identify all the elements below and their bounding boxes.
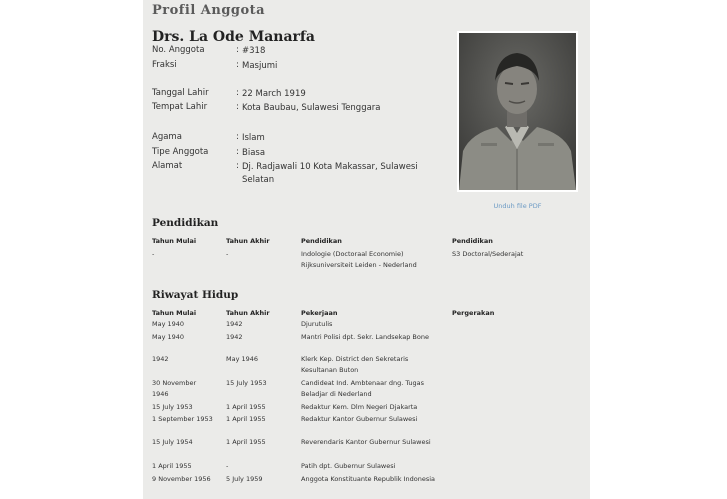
cell-tahun-mulai: 1942: [152, 355, 169, 363]
cell-tahun-mulai: 30 November 1946: [152, 379, 197, 398]
cell-pekerjaan: Reverendaris Kantor Gubernur Sulawesi: [301, 438, 431, 446]
cell-tahun-akhir: 1 April 1955: [226, 403, 266, 411]
section-title-riwayat-hidup: Riwayat Hidup: [152, 289, 239, 301]
cell-tahun-mulai: May 1940: [152, 320, 185, 328]
download-pdf-link[interactable]: Unduh file PDF: [493, 202, 542, 210]
info-label: No. Anggota: [152, 45, 205, 55]
cell-tahun-mulai: 9 November 1956: [152, 475, 211, 483]
info-separator: :: [236, 161, 239, 171]
cell-tahun-mulai: 15 July 1953: [152, 403, 193, 411]
cell-pekerjaan: Candideat Ind. Ambtenaar dng. Tugas Beladjar di Nederland: [301, 379, 424, 398]
page-heading: Profil Anggota: [152, 3, 266, 18]
section-title-pendidikan: Pendidikan: [152, 217, 219, 229]
cell-tahun-akhir: -: [226, 250, 229, 258]
info-separator: :: [236, 60, 239, 70]
cell-tahun-mulai: 1 April 1955: [152, 462, 192, 470]
column-header: Tahun Akhir: [226, 309, 270, 317]
cell-pekerjaan: Klerk Kep. District den Sekretaris Kesultanan Buton: [301, 355, 409, 374]
cell-pendidikan: Indologie (Doctoraal Economie) Rijksuniversiteit Leiden - Nederland: [301, 250, 417, 269]
info-value: Dj. Radjawali 10 Kota Makassar, Sulawesi Selatan: [242, 162, 418, 185]
info-label: Tanggal Lahir: [152, 88, 209, 98]
cell-pekerjaan: Anggota Konstituante Republik Indonesia: [301, 475, 436, 483]
cell-tahun-mulai: 15 July 1954: [152, 438, 193, 446]
member-name: Drs. La Ode Manarfa: [152, 29, 315, 45]
column-header: Pergerakan: [452, 309, 495, 317]
info-value: Biasa: [242, 148, 266, 158]
info-label: Fraksi: [152, 60, 177, 70]
info-label: Alamat: [152, 161, 183, 171]
info-label: Tempat Lahir: [152, 102, 208, 112]
cell-tahun-akhir: -: [226, 462, 229, 470]
cell-tahun-akhir: 5 July 1959: [226, 475, 263, 483]
column-header: Tahun Mulai: [152, 237, 197, 245]
column-header: Tahun Mulai: [152, 309, 197, 317]
info-label: Agama: [152, 132, 182, 142]
cell-tahun-akhir: 15 July 1953: [226, 379, 267, 387]
cell-pekerjaan: Redaktur Kantor Gubernur Sulawesi: [301, 415, 418, 423]
info-separator: :: [236, 102, 239, 112]
cell-tahun-mulai: -: [152, 250, 155, 258]
info-separator: :: [236, 147, 239, 157]
cell-pekerjaan: Redaktur Kem. Dlm Negeri Djakarta: [301, 403, 418, 411]
member-photo: [459, 33, 576, 190]
cell-tahun-mulai: May 1940: [152, 333, 185, 341]
info-value: 22 March 1919: [242, 89, 306, 99]
column-header: Pendidikan: [452, 237, 493, 245]
column-header: Pendidikan: [301, 237, 342, 245]
cell-pekerjaan: Patih dpt. Gubernur Sulawesi: [301, 462, 396, 470]
info-label: Tipe Anggota: [152, 147, 209, 157]
column-header: Pekerjaan: [301, 309, 338, 317]
cell-jenjang: S3 Doctoral/Sederajat: [452, 250, 524, 258]
cell-tahun-akhir: 1942: [226, 320, 243, 328]
cell-tahun-akhir: 1942: [226, 333, 243, 341]
cell-tahun-akhir: 1 April 1955: [226, 415, 266, 423]
cell-tahun-akhir: May 1946: [226, 355, 259, 363]
info-value: #318: [242, 46, 266, 56]
member-photo-frame: [457, 31, 578, 192]
column-header: Tahun Akhir: [226, 237, 270, 245]
cell-tahun-mulai: 1 September 1953: [152, 415, 213, 423]
info-value: Kota Baubau, Sulawesi Tenggara: [242, 103, 381, 113]
cell-pekerjaan: Mantri Polisi dpt. Sekr. Landsekap Bone: [301, 333, 429, 341]
cell-tahun-akhir: 1 April 1955: [226, 438, 266, 446]
info-separator: :: [236, 88, 239, 98]
cell-pekerjaan: Djurutulis: [301, 320, 333, 328]
info-value: Islam: [242, 133, 265, 143]
info-separator: :: [236, 132, 239, 142]
info-value: Masjumi: [242, 61, 278, 71]
info-separator: :: [236, 45, 239, 55]
